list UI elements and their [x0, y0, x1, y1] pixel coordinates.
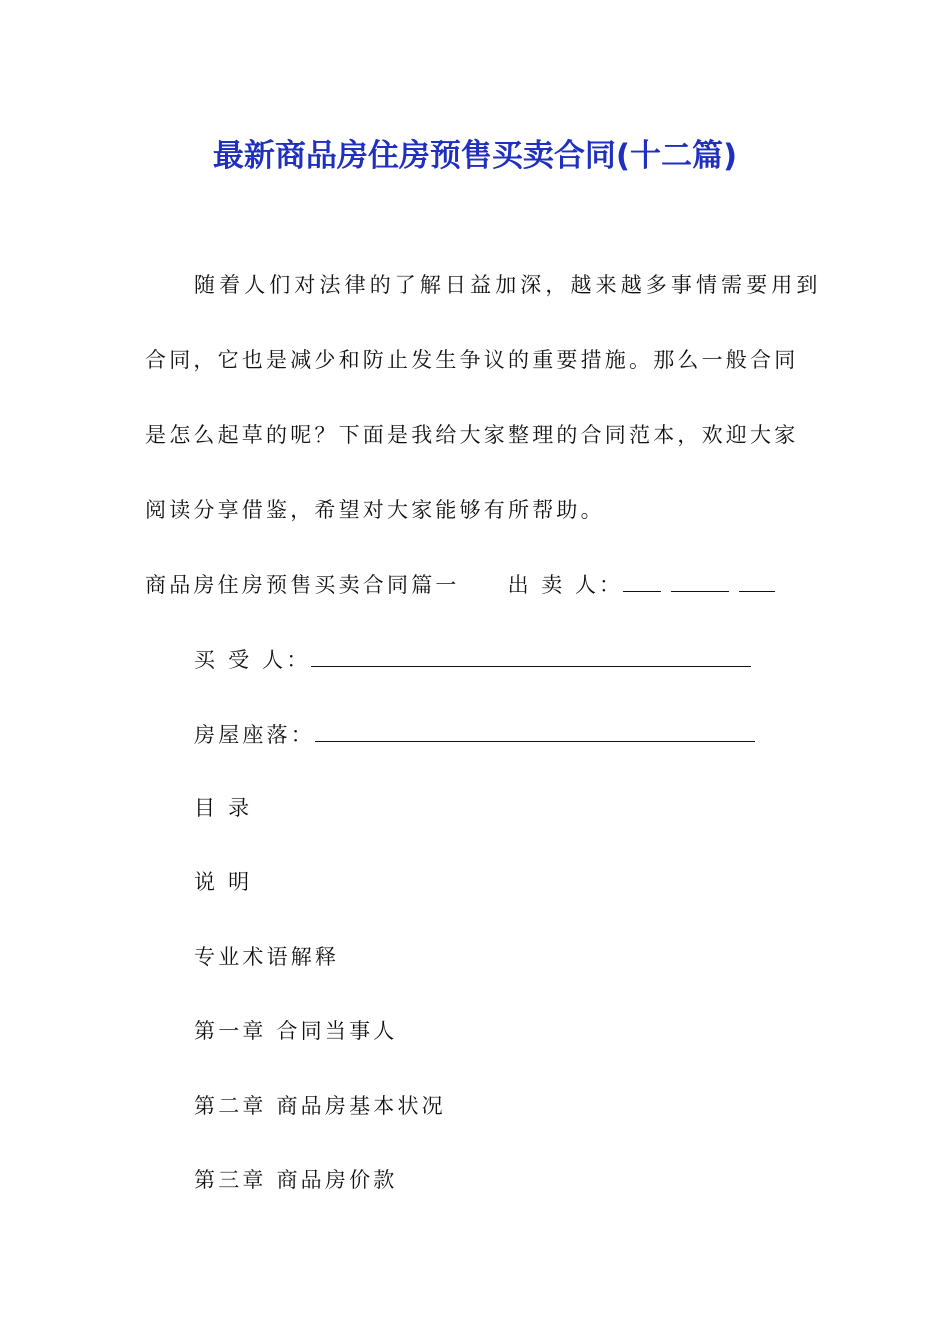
seller-blank-2 — [671, 573, 729, 592]
toc-item-chapter-3: 第三章 商品房价款 — [194, 1168, 398, 1192]
toc-item-chapter-1: 第一章 合同当事人 — [194, 1019, 398, 1043]
buyer-row — [194, 645, 751, 675]
intro-line-2: 合同，它也是减少和防止发生争议的重要措施。那么一般合同 — [145, 348, 799, 372]
seller-label: 出 卖 人： — [507, 573, 623, 597]
location-row — [194, 720, 755, 750]
toc-item-chapter-2: 第二章 商品房基本状况 — [194, 1094, 446, 1118]
seller-blank-3 — [739, 573, 775, 592]
intro-line-1: 随着人们对法律的了解日益加深，越来越多事情需要用到 — [194, 273, 822, 297]
intro-line-4: 阅读分享借鉴，希望对大家能够有所帮助。 — [145, 498, 605, 522]
intro-line-3: 是怎么起草的呢？下面是我给大家整理的合同范本，欢迎大家 — [145, 423, 799, 447]
buyer-label: 买 受 人： — [194, 648, 311, 672]
toc-heading: 目 录 — [194, 796, 253, 820]
toc-item-explanation: 说 明 — [194, 870, 253, 894]
section-heading: 商品房住房预售买卖合同篇一 — [145, 573, 460, 597]
seller-blank-1 — [623, 573, 661, 592]
toc-item-terms: 专业术语解释 — [194, 945, 340, 969]
seller-row — [145, 570, 775, 600]
location-label: 房屋座落： — [194, 723, 315, 747]
location-blank — [315, 723, 755, 742]
document-title: 最新商品房住房预售买卖合同(十二篇) — [212, 138, 738, 174]
buyer-blank — [311, 648, 751, 667]
